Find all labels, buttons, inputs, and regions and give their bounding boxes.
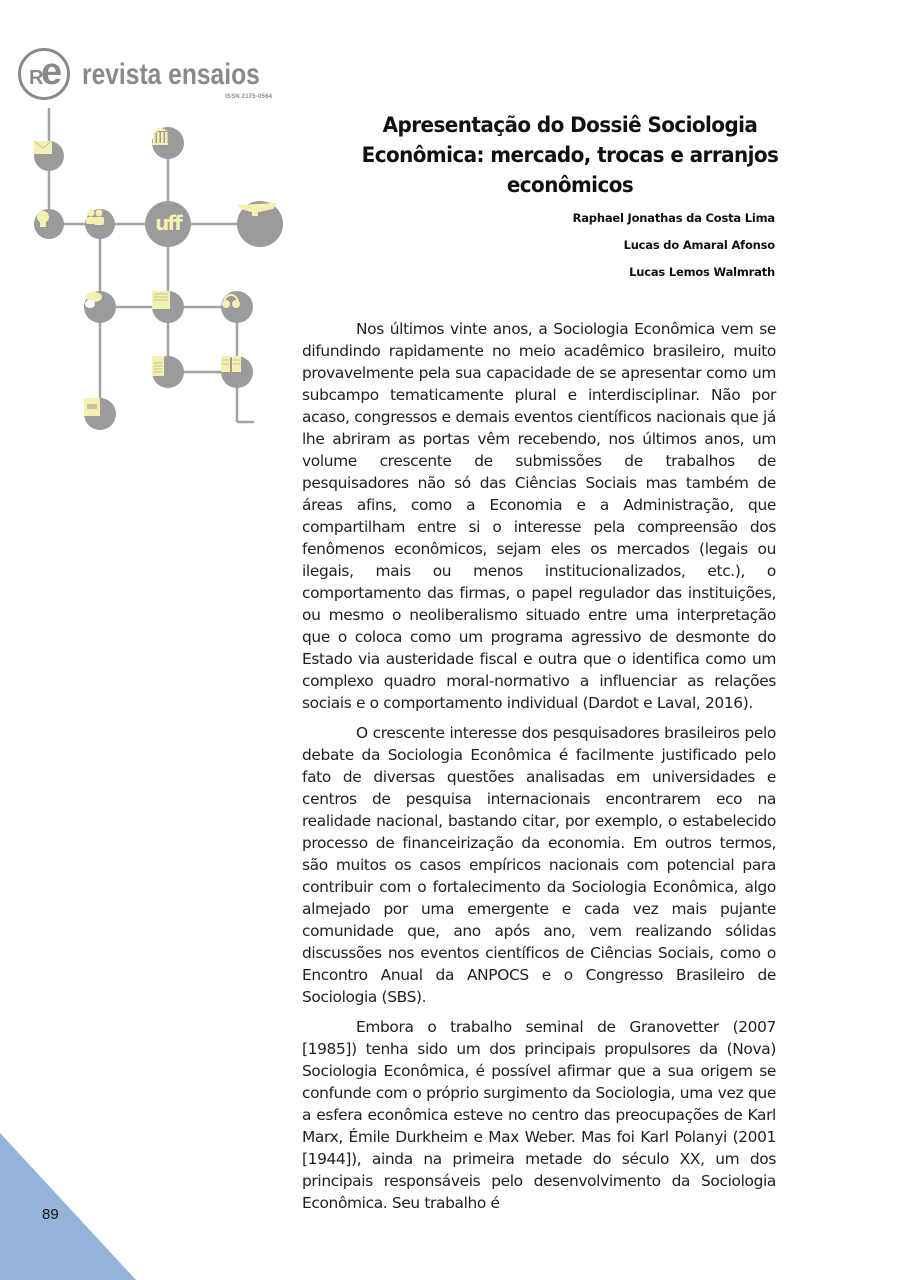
speech-bubbles-icon [84,291,102,309]
author-name: Raphael Jonathas da Costa Lima [572,211,775,225]
bulb-node [34,209,64,239]
envelope-node [34,141,64,171]
headphones-icon [221,291,241,309]
paragraph: O crescente interesse dos pesquisadores brasileiros pelo debate da Sociologia Econômica é facilmente justificado pelo fato de diversas questões analisadas em universidades e centros de pesquisa internacionais encontrarem eco na realidade nacional, bastando citar, por exemplo, o estabelecido processo de financeirização da economia. Em outros termos, são muitos os casos empíricos nacionais com potencial para contribuir com o fortalecimento da Sociologia Econômica, algo almejado por uma emergente e cada vez mais pujante comunidade que, ano após ano, vem realizando sólidas discussões nos eventos científicos de Ciências Sociais, como o Encontro Anual da ANPOCS e o Congresso Brasileiro de Sociologia (SBS). [302,724,776,1006]
paragraph: Embora o trabalho seminal de Granovetter (2007 [1985]) tenha sido um dos principais propulsores da (Nova) Sociologia Econômica, é possível afirmar que a sua origem se confunde com o próprio surgimento da Sociologia, uma vez que a esfera econômica esteve no centro das preocupações de Karl Marx, Émile Durkheim e Max Weber. Mas foi Karl Polanyi (2001 [1944]), ainda na primeira metade do século XX, um dos principais responsáveis pelo desenvolvimento da Sociologia Econômica. Seu trabalho é [302,1018,776,1212]
envelope-icon [34,141,52,154]
speech-bubbles-node [84,291,116,323]
people-node [85,209,115,239]
logo-badge [18,48,70,100]
blimp-icon [237,201,277,217]
page-node [84,398,116,430]
paragraph: Nos últimos vinte anos, a Sociologia Econômica vem se difundindo rapidamente no meio acadêmico brasileiro, muito provavelmente pela sua capacidade de se apresentar como um subcampo tematicamente plural e interdisciplinar. Não por acaso, congressos e demais eventos científicos nacionais que já lhe abriram as portas vêm recebendo, nos últimos anos, um volume crescente de submissões de trabalhos de pesquisadores não só das Ciências Sociais mas também de áreas afins, como a Economia e a Administração, que compartilham entre si o interesse pela compreensão dos fenômenos econômicos, sejam eles os mercados (legais ou ilegais, mais ou menos institucionalizados, etc.), o comportamento das firmas, o papel regulador das instituições, ou mesmo o neoliberalismo situado entre uma interpretação que o coloca como um programa agressivo de desmonte do Estado via austeridade fiscal e outra que o identifica como um complexo quadro moral-normativo a influenciar as relações sociais e o comportamento individual (Dardot e Laval, 2016). [302,320,776,712]
book-node [221,356,253,388]
bulb-icon [34,209,52,229]
author-list [573,205,775,286]
people-icon [85,209,105,225]
newspaper-icon [152,356,164,376]
journal-name: revista ensaios [82,58,260,91]
author-name: Lucas Lemos Walmrath [629,265,775,279]
book-icon [221,356,241,372]
newspaper-node [152,356,184,388]
page-icon [84,398,100,416]
document-node [152,291,184,323]
logo-letter-e: e [41,51,63,93]
museum-node [152,127,184,159]
article-title: Apresentação do Dossiê Sociologia Econômica: mercado, trocas e arranjos econômicos [361,113,779,197]
article-body [302,318,776,1222]
headphones-node [221,291,253,323]
logo-letter-r: R [29,67,41,89]
author-name: Lucas do Amaral Afonso [623,238,775,252]
uff-logo: uff [155,210,181,235]
museum-icon [152,127,168,145]
page-corner-triangle [0,1133,136,1280]
blimp-node [237,201,283,247]
page-number: 89 [42,1206,59,1223]
uff-logo-node [145,201,191,247]
journal-issn: ISSN 2175-0564 [225,94,273,100]
document-icon [152,291,170,309]
